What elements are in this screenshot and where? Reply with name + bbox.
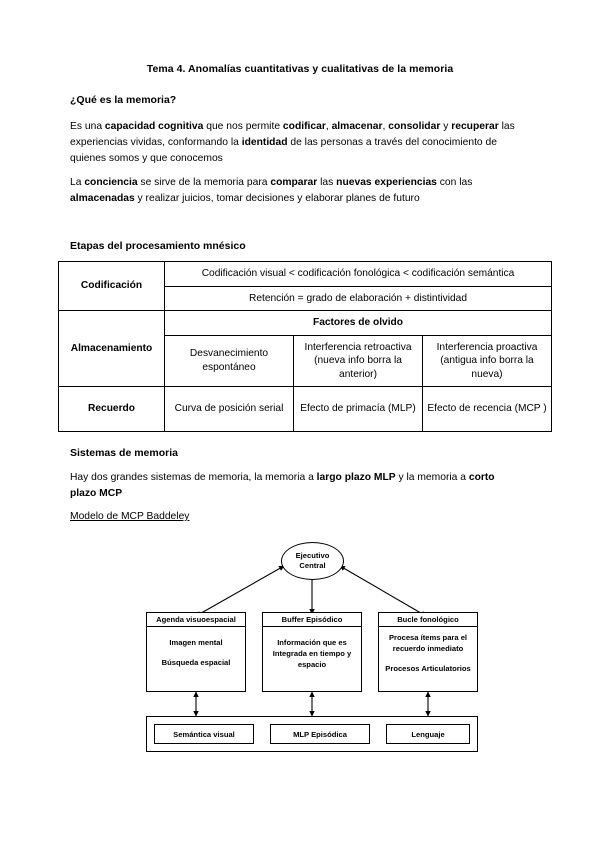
cell-efecto-primacia: Efecto de primacía (MLP) (294, 387, 423, 432)
node-mlp-episodica: MLP Episódica (270, 724, 370, 744)
agenda-visuoespacial-header: Agenda visuoespacial (147, 613, 245, 627)
cell-interferencia-retroactiva: Interferencia retroactiva (nueva info borra la anterior) (294, 335, 423, 387)
buffer-episodico-body (263, 627, 361, 670)
table-row (59, 387, 552, 432)
heading-modelo-mcp-baddeley: Modelo de MCP Baddeley (70, 511, 190, 522)
node-semantica-visual: Semántica visual (154, 724, 254, 744)
cell-retencion: Retención = grado de elaboración + distintividad (165, 286, 552, 311)
diagram-modelo-baddeley (0, 520, 600, 770)
bucle-item-1: Procesa ítems para el recuerdo inmediato (388, 633, 468, 653)
cell-interferencia-proactiva: Interferencia proactiva (antigua info borra la nueva) (423, 335, 552, 387)
cell-curva-posicion-serial: Curva de posición serial (165, 387, 294, 432)
agenda-item-2: Búsqueda espacial (161, 658, 231, 667)
heading-sistemas-de-memoria: Sistemas de memoria (70, 447, 178, 459)
node-bucle-fonologico (378, 612, 478, 692)
cell-factores-de-olvido: Factores de olvido (165, 311, 552, 336)
table-row (59, 262, 552, 287)
node-ejecutivo-central (281, 542, 344, 580)
agenda-visuoespacial-body (147, 627, 245, 668)
paragraph-sistemas: Hay dos grandes sistemas de memoria, la memoria a largo plazo MLP y la memoria a corto plazo MCP (70, 472, 495, 499)
page-title: Tema 4. Anomalías cuantitativas y cualitativas de la memoria (146, 63, 454, 75)
bucle-item-2: Procesos Articulatorios (385, 664, 471, 673)
paragraph-conciencia: La conciencia se sirve de la memoria para comparar las nuevas experiencias con las almacenadas y realizar juicios, tomar decisiones y elaborar planes de futuro (70, 177, 473, 204)
node-lenguaje: Lenguaje (386, 724, 470, 744)
ejecutivo-central-line1: Ejecutivo (295, 551, 330, 560)
heading-etapas-procesamiento: Etapas del procesamiento mnésico (70, 240, 246, 252)
cell-desvanecimiento-espontaneo: Desvanecimiento espontáneo (165, 335, 294, 387)
heading-que-es-la-memoria: ¿Qué es la memoria? (70, 94, 177, 106)
buffer-episodico-header: Buffer Episódico (263, 613, 361, 627)
table-row (59, 311, 552, 336)
cell-efecto-recencia: Efecto de recencia (MCP ) (423, 387, 552, 432)
row-header-almacenamiento: Almacenamiento (59, 311, 165, 387)
buffer-item-1: Información que es Integrada en tiempo y espacio (272, 638, 352, 669)
node-buffer-episodico (262, 612, 362, 692)
table-etapas-procesamiento-mnesico (58, 261, 552, 432)
node-agenda-visuoespacial (146, 612, 246, 692)
bucle-fonologico-header: Bucle fonológico (379, 613, 477, 627)
table-etapas-wrapper (58, 261, 552, 432)
row-header-recuerdo: Recuerdo (59, 387, 165, 432)
agenda-item-1: Imagen mental (169, 638, 223, 647)
row-header-codificacion: Codificación (59, 262, 165, 311)
bucle-fonologico-body (379, 627, 477, 674)
cell-codificacion-visual: Codificación visual < codificación fonológica < codificación semántica (165, 262, 552, 287)
ejecutivo-central-line2: Central (299, 561, 326, 570)
paragraph-definicion: Es una capacidad cognitiva que nos permite codificar, almacenar, consolidar y recuperar las experiencias vividas, conformando la identidad de las personas a través del conocimiento de quienes somos y que conocemos (70, 121, 515, 164)
